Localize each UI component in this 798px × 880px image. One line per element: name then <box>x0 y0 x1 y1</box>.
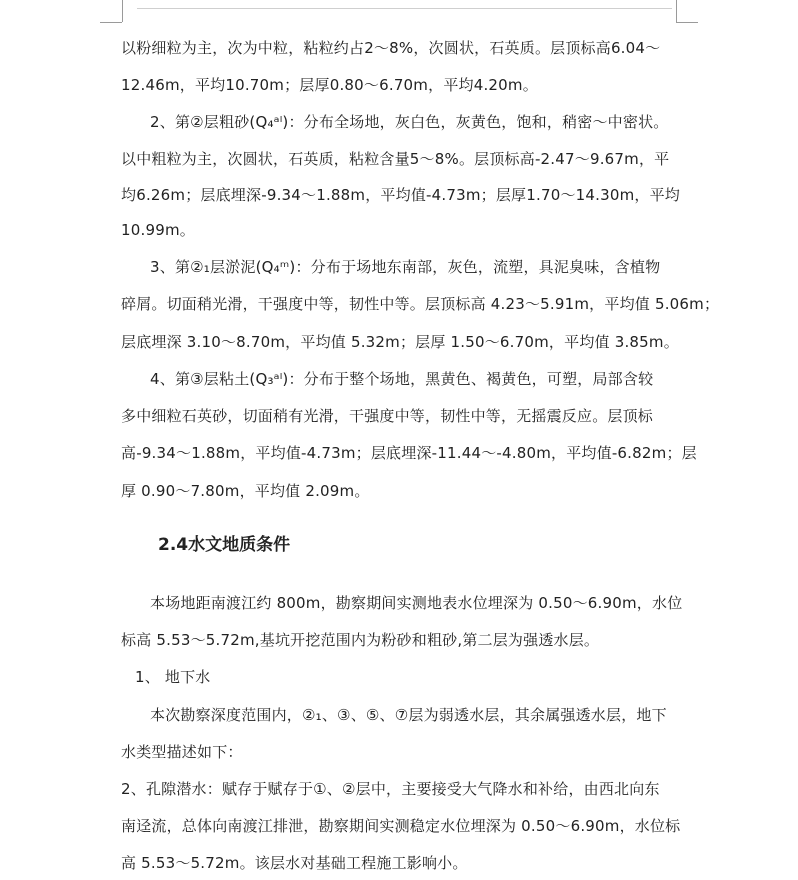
margin-corner-top-left-h <box>100 22 122 23</box>
text-line: 10.99m。 <box>121 221 195 239</box>
page-top-border <box>137 8 672 9</box>
text-line: 本场地距南渡江约 800m，勘察期间实测地表水位埋深为 0.50～6.90m，水位 <box>150 594 683 612</box>
text-line: 厚 0.90～7.80m，平均值 2.09m。 <box>121 482 370 500</box>
text-line: 12.46m，平均10.70m；层厚0.80～6.70m，平均4.20m。 <box>121 76 538 94</box>
text-line: 高-9.34～1.88m，平均值-4.73m；层底埋深-11.44～-4.80m，平均值-6.82m；层 <box>121 444 697 462</box>
text-line: 以中粗粒为主，次圆状，石英质，粘粒含量5～8%。层顶标高-2.47～9.67m，平 <box>121 150 670 168</box>
text-line: 标高 5.53～5.72m,基坑开挖范围内为粉砂和粗砂,第二层为强透水层。 <box>121 631 600 649</box>
text-line: 碎屑。切面稍光滑，干强度中等，韧性中等。层顶标高 4.23～5.91m，平均值 5.06m； <box>121 295 720 313</box>
text-line: 以粉细粒为主，次为中粒，粘粒约占2～8%，次圆状，石英质。层顶标高6.04～ <box>121 39 661 57</box>
text-line: 本次勘察深度范围内，②₁、③、⑤、⑦层为弱透水层，其余属强透水层，地下 <box>150 706 667 724</box>
text-line: 2、孔隙潜水：赋存于赋存于①、②层中，主要接受大气降水和补给，由西北向东 <box>121 780 660 798</box>
margin-corner-top-right-h <box>676 22 698 23</box>
text-line: 高 5.53～5.72m。该层水对基础工程施工影响小。 <box>121 854 468 872</box>
text-line: 南迳流，总体向南渡江排泄，勘察期间实测稳定水位埋深为 0.50～6.90m，水位标 <box>121 817 681 835</box>
text-line: 多中细粒石英砂，切面稍有光滑，干强度中等，韧性中等，无摇震反应。层顶标 <box>121 407 654 425</box>
section-heading: 2.4水文地质条件 <box>158 535 291 555</box>
margin-corner-top-left <box>122 0 123 22</box>
list-item-label: 1、 地下水 <box>135 668 211 686</box>
text-line: 均6.26m；层底埋深-9.34～1.88m，平均值-4.73m；层厚1.70～14.30m，平均 <box>121 186 681 204</box>
text-line: 层底埋深 3.10～8.70m，平均值 5.32m；层厚 1.50～6.70m，平均值 3.85m。 <box>121 333 679 351</box>
text-line: 4、第③层粘土(Q₃ᵃˡ)：分布于整个场地，黑黄色、褐黄色，可塑，局部含较 <box>150 370 654 388</box>
margin-corner-top-right <box>676 0 677 22</box>
text-line: 水类型描述如下： <box>121 743 243 761</box>
text-line: 3、第②₁层淤泥(Q₄ᵐ)：分布于场地东南部，灰色，流塑，具泥臭味，含植物 <box>150 258 661 276</box>
text-line: 2、第②层粗砂(Q₄ᵃˡ)：分布全场地，灰白色，灰黄色，饱和，稍密～中密状。 <box>150 113 669 131</box>
